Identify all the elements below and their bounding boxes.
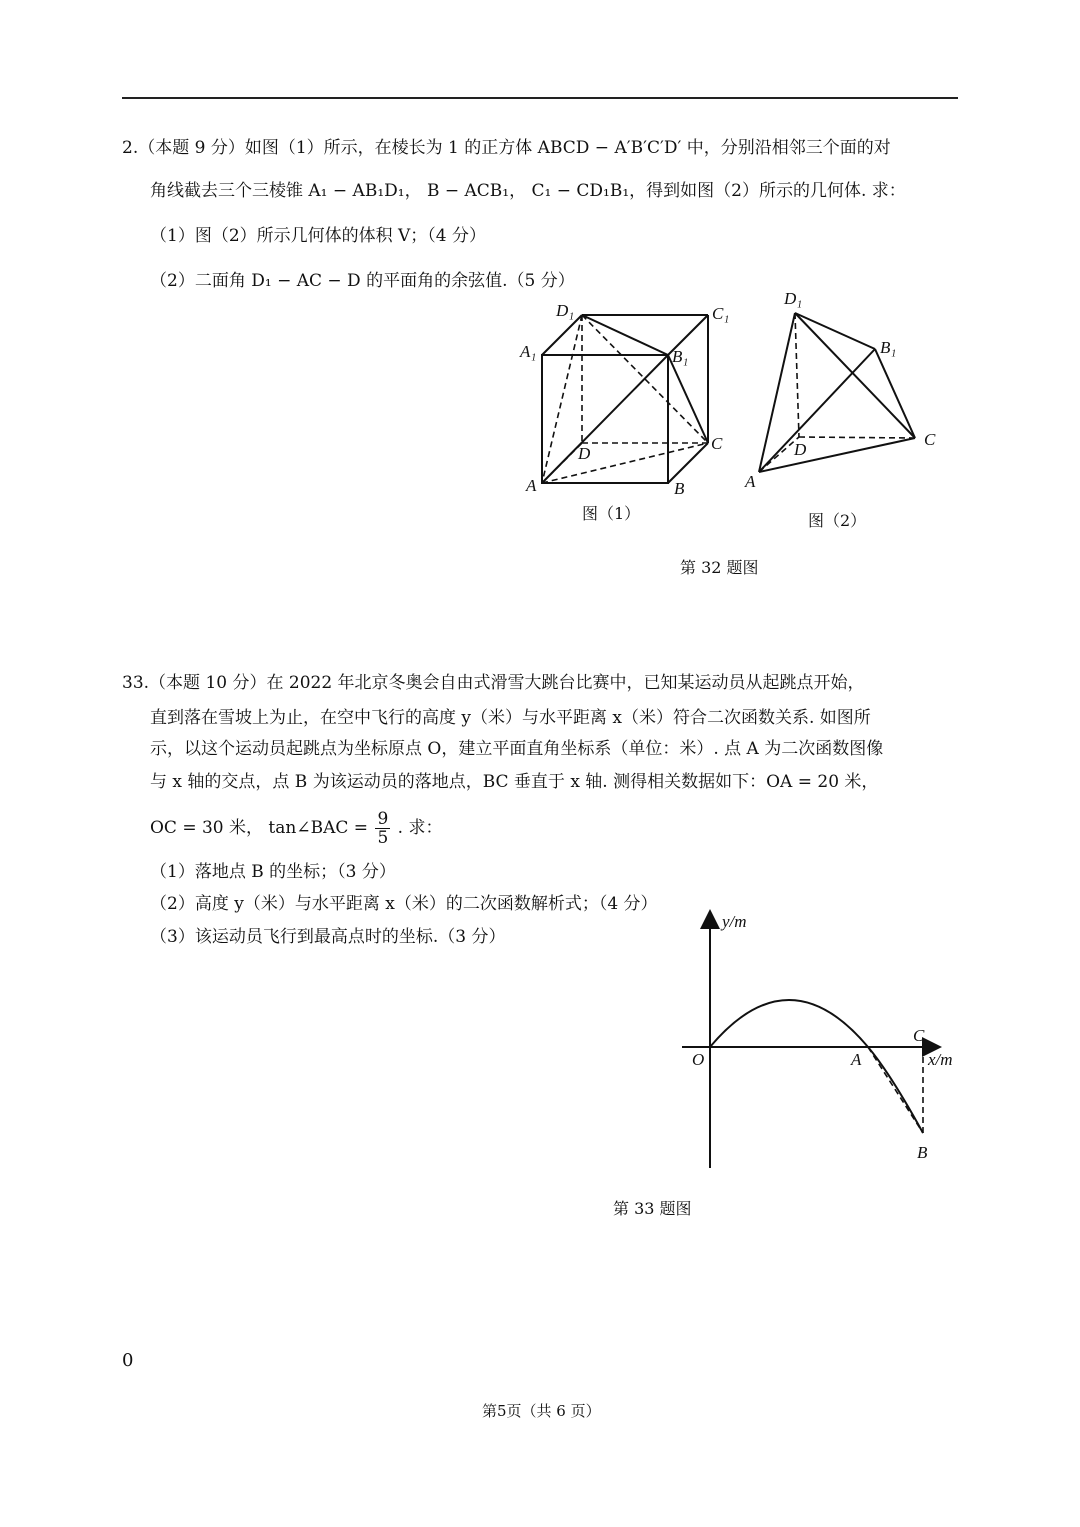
fig2-label-D: D <box>794 440 807 459</box>
q33-line-2: 直到落在雪坡上为止，在空中飞行的高度 y（米）与水平距离 x（米）符合二次函数关系. 如图所 <box>150 708 871 728</box>
q32-sub-1: （1）图（2）所示几何体的体积 V；（4 分） <box>150 226 487 246</box>
q32-figure-2-tetrahedron <box>735 285 950 500</box>
q33-fraction-denominator: 5 <box>377 828 389 848</box>
fig1-label-D: D <box>578 444 591 463</box>
graph-y-axis-label: y/m <box>722 912 747 931</box>
q33-line-4: 与 x 轴的交点，点 B 为该运动员的落地点，BC 垂直于 x 轴. 测得相关数据如下：OA = 20 米， <box>150 772 879 792</box>
page-info: 第5页（共 6 页） <box>482 1402 601 1420</box>
q33-figure-caption: 第 33 题图 <box>613 1199 692 1218</box>
fig2-label-D1: D₁ <box>784 289 803 308</box>
q33-sub-2: （2）高度 y（米）与水平距离 x（米）的二次函数解析式；（4 分） <box>150 894 658 914</box>
q32-line-1: 2.（本题 9 分）如图（1）所示，在棱长为 1 的正方体 ABCD − A′B′C′D′ 中，分别沿相邻三个面的对 <box>122 138 891 158</box>
graph-label-O: O <box>692 1050 705 1069</box>
fig1-label-A1: A₁ <box>520 342 537 361</box>
fig1-label-A: A <box>526 476 537 495</box>
q33-line-5-post: . 求： <box>397 818 443 838</box>
fig2-label-B1: B₁ <box>880 338 897 357</box>
q32-figure-1-cube <box>510 295 740 505</box>
fig2-label-C: C <box>924 430 936 449</box>
q33-line-1: 33.（本题 10 分）在 2022 年北京冬奥会自由式滑雪大跳台比赛中，已知某运动员从起跳点开始， <box>122 673 865 693</box>
fig1-label-D1: D₁ <box>556 301 575 320</box>
q32-fig2-caption: 图（2） <box>808 511 867 530</box>
header-rule <box>122 97 958 99</box>
graph-label-B: B <box>917 1143 928 1162</box>
q33-fraction-numerator: 9 <box>377 809 389 829</box>
q32-line-2: 角线截去三个三棱锥 A₁ − AB₁D₁， B − ACB₁， C₁ − CD₁B₁，得到如图（2）所示的几何体. 求： <box>150 181 906 201</box>
q33-line-3: 示，以这个运动员起跳点为坐标原点 O，建立平面直角坐标系（单位：米）. 点 A 为二次函数图像 <box>150 739 884 759</box>
fig2-label-A: A <box>745 472 756 491</box>
q32-sub-2: （2）二面角 D₁ − AC − D 的平面角的余弦值.（5 分） <box>150 271 575 291</box>
fig1-label-B: B <box>674 479 685 498</box>
fig1-label-C1: C₁ <box>712 304 730 323</box>
graph-x-axis-label: x/m <box>928 1050 953 1069</box>
q32-fig1-caption: 图（1） <box>582 504 641 523</box>
graph-label-C: C <box>913 1026 925 1045</box>
q32-figure-caption: 第 32 题图 <box>680 558 759 577</box>
corner-number: 0 <box>122 1350 134 1371</box>
q33-sub-3: （3）该运动员飞行到最高点时的坐标.（3 分） <box>150 927 506 947</box>
graph-label-A: A <box>851 1050 862 1069</box>
fig1-label-B1: B₁ <box>672 347 689 366</box>
q33-fraction <box>375 810 390 847</box>
q33-line-5-pre: OC = 30 米， tan∠BAC = <box>150 818 369 838</box>
parabola-curve <box>710 1000 923 1133</box>
q33-graph <box>670 905 970 1180</box>
fig1-label-C: C <box>711 434 723 453</box>
q33-line-5 <box>150 806 442 850</box>
q33-sub-1: （1）落地点 B 的坐标；（3 分） <box>150 862 396 882</box>
